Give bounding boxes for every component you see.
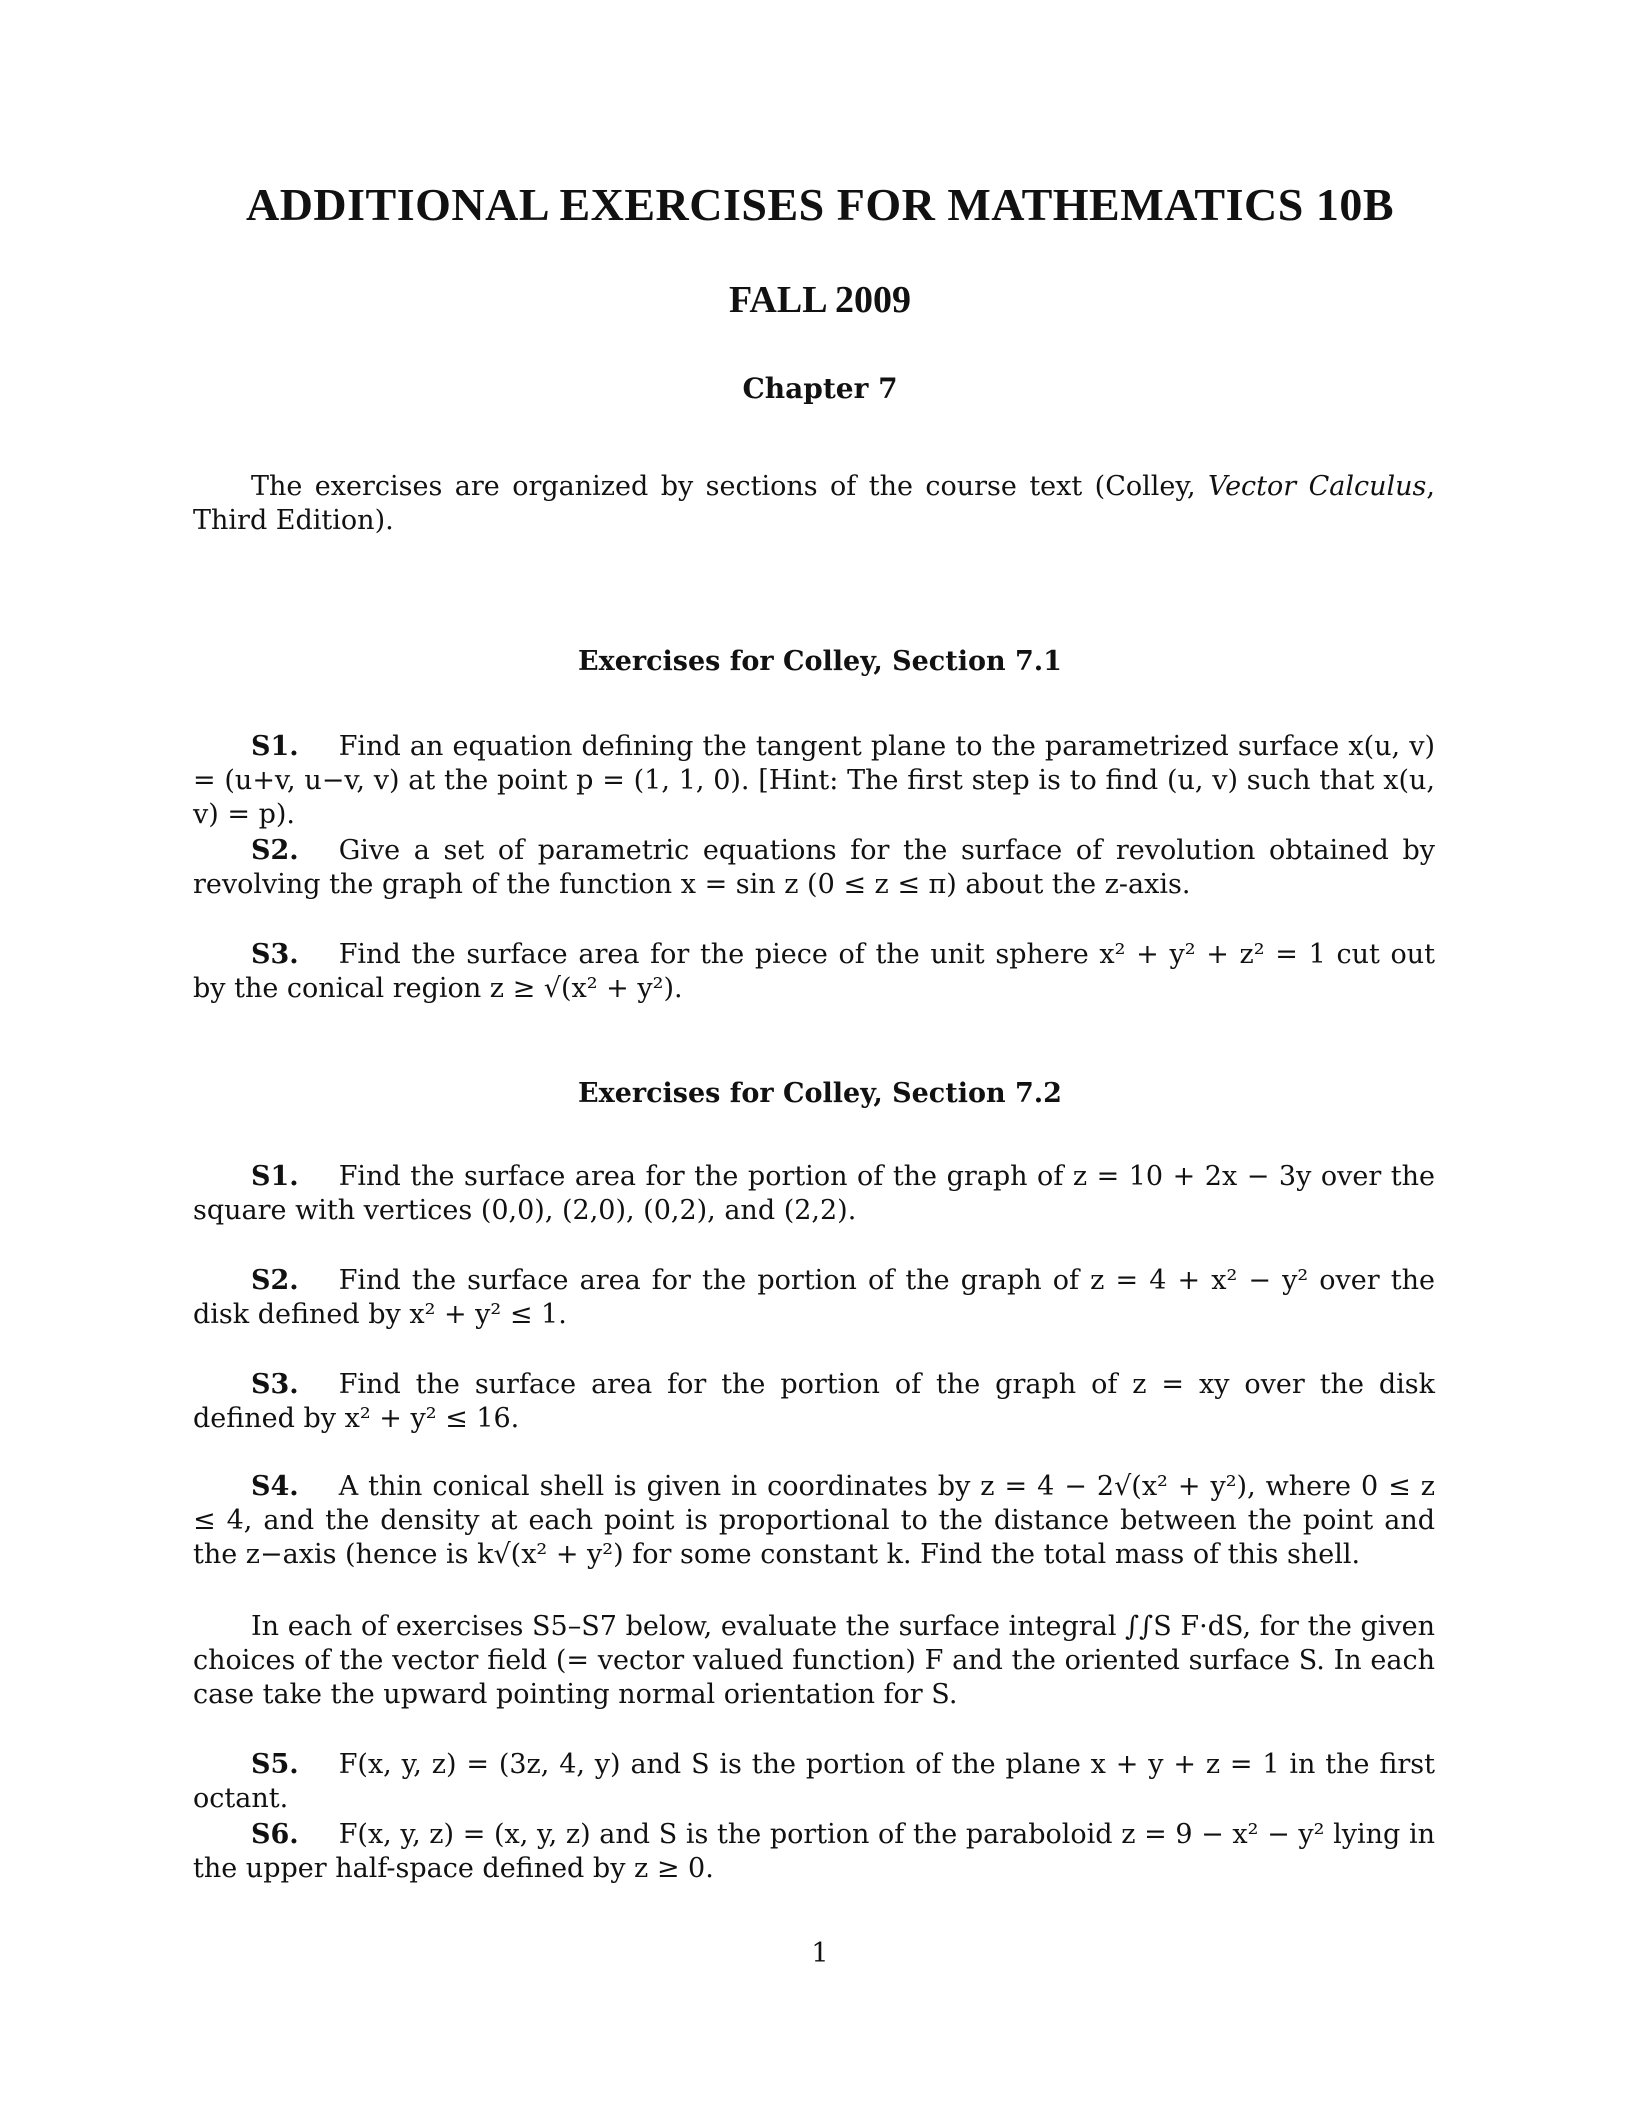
exercise-label: S5. bbox=[251, 1749, 299, 1780]
exercise-text: A thin conical shell is given in coordinates by z = 4 − 2√(x² + y²), where 0 ≤ z ≤ 4, and the density at each point is proportional to the distance between the point and the z−axis (hence is k√(x² + y²) for some constant k. Find the total mass of this shell. bbox=[193, 1471, 1435, 1570]
exercise-text: Give a set of parametric equations for the surface of revolution obtained by revolving the graph of the function x = sin z (0 ≤ z ≤ π) about the z-axis. bbox=[193, 835, 1435, 900]
exercise-label: S2. bbox=[251, 1265, 299, 1296]
exercise-text: Find the surface area for the piece of the unit sphere x² + y² + z² = 1 cut out by the conical region z ≥ √(x² + y²). bbox=[193, 939, 1435, 1004]
section-7-2-heading: Exercises for Colley, Section 7.2 bbox=[578, 1078, 1062, 1109]
exercise-text: F(x, y, z) = (x, y, z) and S is the portion of the paraboloid z = 9 − x² − y² lying in the upper half-space defined by z ≥ 0. bbox=[193, 1819, 1435, 1884]
document-title: ADDITIONAL EXERCISES FOR MATHEMATICS 10B bbox=[245, 179, 1395, 230]
exercise-label: S1. bbox=[251, 1161, 299, 1192]
exercise-text: F(x, y, z) = (3z, 4, y) and S is the portion of the plane x + y + z = 1 in the first octant. bbox=[193, 1749, 1435, 1814]
exercise-label: S6. bbox=[251, 1819, 299, 1850]
surface-integral-instruction: In each of exercises S5–S7 below, evaluate the surface integral ∫∫S F·dS, for the given choices of the vector field (= vector valued function) F and the oriented surface S. In each case take the upward pointing normal orientation for S. bbox=[193, 1611, 1435, 1710]
exercise-text: Find the surface area for the portion of the graph of z = 10 + 2x − 3y over the square with vertices (0,0), (2,0), (0,2), and (2,2). bbox=[193, 1161, 1435, 1226]
intro-book-title: Vector Calculus bbox=[1208, 471, 1427, 502]
intro-paragraph bbox=[193, 470, 1435, 538]
exercise-7-1-s1 bbox=[193, 730, 1435, 832]
exercise-text: Find the surface area for the portion of the graph of z = xy over the disk defined by x² + y² ≤ 16. bbox=[193, 1369, 1435, 1434]
exercise-text: Find an equation defining the tangent plane to the parametrized surface x(u, v) = (u+v, u−v, v) at the point p = (1, 1, 0). [Hint: The first step is to find (u, v) such that x(u, v) = p). bbox=[193, 731, 1435, 830]
intro-text-before: The exercises are organized by sections of the course text (Colley, bbox=[251, 471, 1209, 502]
exercise-label: S4. bbox=[251, 1471, 299, 1502]
intro-text-after: , Third Edition). bbox=[193, 471, 1435, 536]
exercise-label: S3. bbox=[251, 939, 299, 970]
exercise-7-2-s4 bbox=[193, 1470, 1435, 1572]
exercise-7-1-s2 bbox=[193, 834, 1435, 902]
exercise-label: S3. bbox=[251, 1369, 299, 1400]
chapter-heading: Chapter 7 bbox=[742, 372, 898, 405]
exercise-label: S2. bbox=[251, 835, 299, 866]
exercise-label: S1. bbox=[251, 731, 299, 762]
exercise-7-2-s2 bbox=[193, 1264, 1435, 1332]
exercise-text: Find the surface area for the portion of the graph of z = 4 + x² − y² over the disk defined by x² + y² ≤ 1. bbox=[193, 1265, 1435, 1330]
exercise-7-1-s3 bbox=[193, 938, 1435, 1006]
section-7-1-heading: Exercises for Colley, Section 7.1 bbox=[578, 646, 1062, 677]
exercise-7-2-s1 bbox=[193, 1160, 1435, 1228]
document-term: FALL 2009 bbox=[729, 279, 911, 321]
exercise-7-2-s6 bbox=[193, 1818, 1435, 1886]
exercise-7-2-s3 bbox=[193, 1368, 1435, 1436]
exercise-7-2-s5 bbox=[193, 1748, 1435, 1816]
page-number: 1 bbox=[811, 1938, 829, 1969]
